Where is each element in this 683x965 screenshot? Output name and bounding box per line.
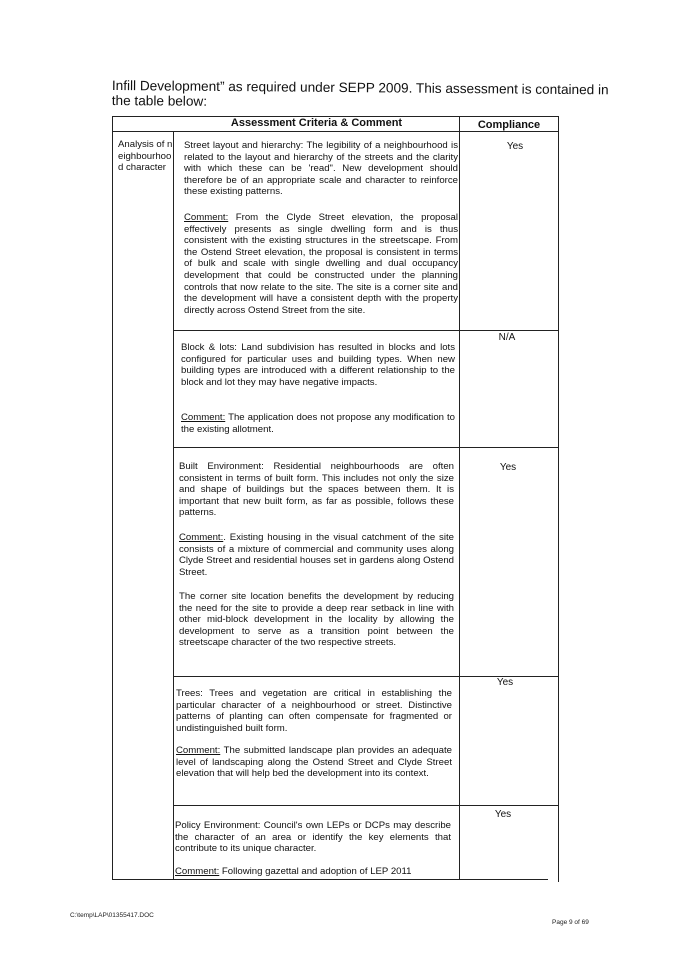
comment-label: Comment:	[181, 412, 226, 423]
row-divider	[174, 447, 558, 448]
compliance-value: N/A	[498, 332, 516, 343]
column-divider-compliance	[459, 116, 460, 879]
footer-page-number: Page 9 of 69	[552, 919, 589, 926]
footer-file-path: C:\temp\LAP\01355417.DOC	[70, 912, 154, 919]
compliance-value: Yes	[494, 809, 512, 820]
row-label: Analysis of neighbourhood character	[118, 139, 173, 173]
comment-body: From the Clyde Street elevation, the proposal effectively presents as single dwelling form and is thus consistent with the existing structures in the streetscape. From the Ostend Street elevation, the proposal is consistent in terms of bulk and scale with single dwelling and dual occupancy development that could be constructed under the planning controls that now relate to the site. The site is a corner site and the development will have a consistent depth with the property directly across Ostend Street from the site.	[184, 212, 458, 316]
criteria-text: Block & lots: Land subdivision has resulted in blocks and lots configured for particular uses and building types. When new building types are introduced with a different relationship to the block and lot they may have negative impacts.	[181, 342, 455, 388]
comment-label: Comment:	[175, 866, 220, 877]
row-divider	[174, 805, 558, 806]
compliance-value: Yes	[499, 462, 517, 473]
criteria-text: Trees: Trees and vegetation are critical in establishing the particular character of a neighbourhood or street. Distinctive patterns of planting can often compensate for fragmented or undistinguished built form.	[176, 688, 452, 734]
comment-label: Comment:	[184, 212, 229, 223]
header-criteria: Assessment Criteria & Comment	[230, 117, 403, 129]
comment-body: . Existing housing in the visual catchment of the site consists of a mixture of commercial and community uses along Clyde Street and residential houses set in gardens along Ostend Street.	[179, 532, 454, 578]
column-divider-label	[173, 131, 174, 879]
comment-body: Following gazettal and adoption of LEP 2011	[219, 866, 412, 877]
criteria-text: The corner site location benefits the development by reducing the need for the site to provide a deep rear setback in line with other mid-block development in the locality by allowing the development to serve as a transition point between the streetscape character of the two respective streets.	[179, 591, 454, 649]
compliance-value: Yes	[496, 677, 514, 688]
comment-body: The submitted landscape plan provides an adequate level of landscaping along the Ostend Street and Clyde Street elevation that will help bed the development into its context.	[176, 745, 452, 780]
table-border-right	[558, 116, 559, 882]
comment-body: The application does not propose any modification to the existing allotment.	[181, 412, 455, 435]
comment-text	[176, 745, 452, 780]
table-border-bottom	[112, 879, 548, 880]
comment-text	[175, 866, 451, 878]
header-compliance: Compliance	[477, 119, 541, 131]
criteria-text: Street layout and hierarchy: The legibility of a neighbourhood is related to the layout and hierarchy of the streets and the clarity with which these can be 'read". New development should therefore be of an appropriate scale and character to reinforce these existing patterns.	[184, 140, 458, 198]
compliance-value: Yes	[506, 141, 524, 152]
comment-label: Comment:	[176, 745, 221, 756]
comment-text	[181, 412, 455, 435]
row-divider	[174, 330, 558, 331]
comment-text	[184, 212, 458, 316]
header-divider	[112, 131, 559, 132]
table-border-left	[112, 116, 113, 879]
criteria-text: Built Environment: Residential neighbourhoods are often consistent in terms of built form. This includes not only the size and shape of buildings but the spaces between them. It is important that new built form, as far as possible, follows these patterns.	[179, 461, 454, 519]
intro-paragraph: Infill Development” as required under SEPP 2009. This assessment is contained in the table below:	[111, 78, 609, 109]
criteria-text: Policy Environment: Council's own LEPs or DCPs may describe the character of an area or identify the key elements that contribute to its unique character.	[175, 820, 451, 855]
comment-label: Comment:	[179, 532, 224, 543]
comment-text	[179, 532, 454, 578]
